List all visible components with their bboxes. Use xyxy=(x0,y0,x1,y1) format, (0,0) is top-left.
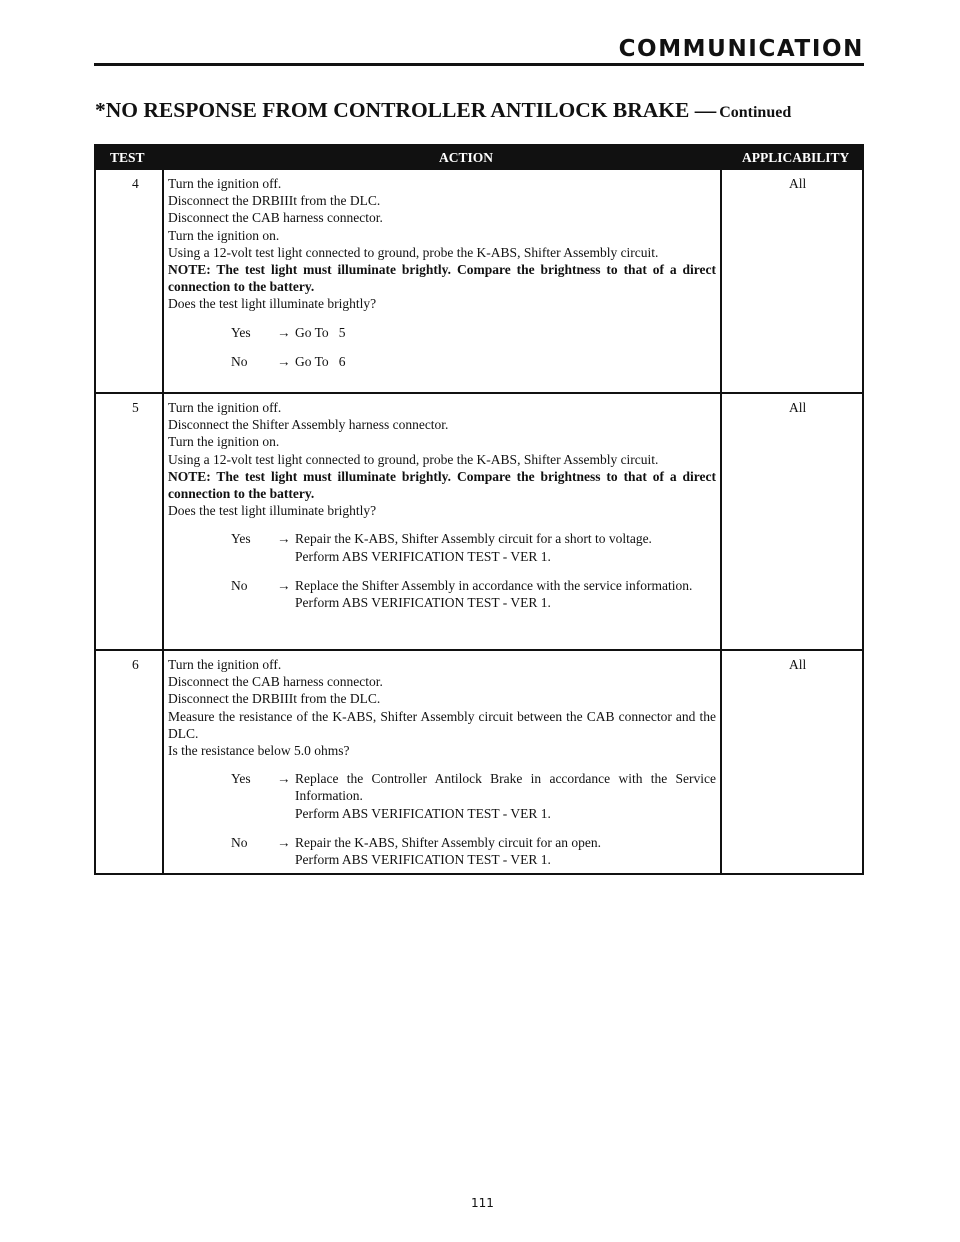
answer-key: Yes xyxy=(231,771,251,787)
arrow-icon: → xyxy=(277,324,291,340)
answer-yes xyxy=(168,770,716,822)
answer-key: No xyxy=(231,353,248,369)
action-line: Using a 12-volt test light connected to ground, probe the K-ABS, Shifter Assembly circuit. xyxy=(168,451,659,467)
answer-no xyxy=(168,577,716,611)
answer-result: Go To 6 xyxy=(295,353,346,369)
answer-followup: Perform ABS VERIFICATION TEST - VER 1. xyxy=(295,548,551,564)
answer-result: Replace the Controller Antilock Brake in accordance with the Service Information. xyxy=(295,771,716,804)
table-row xyxy=(96,394,862,649)
action-line: Turn the ignition off. xyxy=(168,400,282,415)
title-rule xyxy=(94,63,864,66)
answer-result: Replace the Shifter Assembly in accordance with the service information. xyxy=(295,577,693,593)
answer-result: Repair the K-ABS, Shifter Assembly circuit for an open. xyxy=(295,834,601,850)
page-heading xyxy=(95,98,791,123)
action-line: Using a 12-volt test light connected to ground, probe the K-ABS, Shifter Assembly circuit. xyxy=(168,244,659,260)
answer-yes xyxy=(168,530,716,564)
arrow-icon: → xyxy=(277,531,291,547)
question-text: Is the resistance below 5.0 ohms? xyxy=(168,743,350,759)
answer-key: No xyxy=(231,834,248,850)
table-header xyxy=(96,146,862,170)
question-text: Does the test light illuminate brightly? xyxy=(168,503,377,519)
answer-no xyxy=(168,353,716,370)
action-line: Disconnect the CAB harness connector. xyxy=(168,674,383,690)
action-line: Disconnect the DRBIIIt from the DLC. xyxy=(168,691,381,707)
section-title: COMMUNICATION xyxy=(618,36,864,62)
answer-followup: Perform ABS VERIFICATION TEST - VER 1. xyxy=(295,595,551,611)
applicability: All xyxy=(789,657,807,672)
answer-followup: Perform ABS VERIFICATION TEST - VER 1. xyxy=(295,852,551,868)
continued-label: Continued xyxy=(719,104,792,121)
action-line: Turn the ignition on. xyxy=(168,227,280,243)
note-text: NOTE: The test light must illuminate brightly. Compare the brightness to that of a direct connection to the battery. xyxy=(168,468,716,502)
answer-no xyxy=(168,834,716,868)
diagnostic-table xyxy=(94,144,864,875)
answer-result: Go To 5 xyxy=(295,324,346,340)
action-cell xyxy=(168,175,716,370)
arrow-icon: → xyxy=(277,577,291,593)
page-heading-text: *NO RESPONSE FROM CONTROLLER ANTILOCK BRAKE — xyxy=(95,98,717,122)
applicability: All xyxy=(789,400,807,415)
action-line: Disconnect the DRBIIIt from the DLC. xyxy=(168,193,381,209)
action-line: Turn the ignition off. xyxy=(168,176,282,191)
page-number: 111 xyxy=(471,1196,494,1210)
answer-yes xyxy=(168,324,716,341)
answer-key: Yes xyxy=(231,324,251,340)
action-cell xyxy=(168,399,716,611)
table-row xyxy=(96,170,862,392)
question-text: Does the test light illuminate brightly? xyxy=(168,296,377,312)
answer-key: No xyxy=(231,577,248,593)
applicability: All xyxy=(789,176,807,191)
arrow-icon: → xyxy=(277,771,291,787)
action-line: Disconnect the CAB harness connector. xyxy=(168,210,383,226)
action-line: Measure the resistance of the K-ABS, Shifter Assembly circuit between the CAB connector and the DLC. xyxy=(168,708,716,741)
column-header-applicability: APPLICABILITY xyxy=(742,150,850,165)
note-text: NOTE: The test light must illuminate brightly. Compare the brightness to that of a direct connection to the battery. xyxy=(168,262,716,295)
answer-followup: Perform ABS VERIFICATION TEST - VER 1. xyxy=(295,805,551,821)
column-header-action: ACTION xyxy=(439,150,494,165)
answer-result: Repair the K-ABS, Shifter Assembly circuit for a short to voltage. xyxy=(295,531,652,547)
action-cell xyxy=(168,656,716,868)
answer-key: Yes xyxy=(231,531,251,547)
test-number: 4 xyxy=(132,176,139,191)
table-row xyxy=(96,651,862,873)
action-line: Disconnect the Shifter Assembly harness connector. xyxy=(168,417,449,433)
arrow-icon: → xyxy=(277,353,291,369)
action-line: Turn the ignition off. xyxy=(168,657,282,672)
test-number: 5 xyxy=(132,400,139,415)
test-number: 6 xyxy=(132,657,139,672)
action-line: Turn the ignition on. xyxy=(168,434,280,450)
column-header-test: TEST xyxy=(110,150,145,165)
arrow-icon: → xyxy=(277,834,291,850)
